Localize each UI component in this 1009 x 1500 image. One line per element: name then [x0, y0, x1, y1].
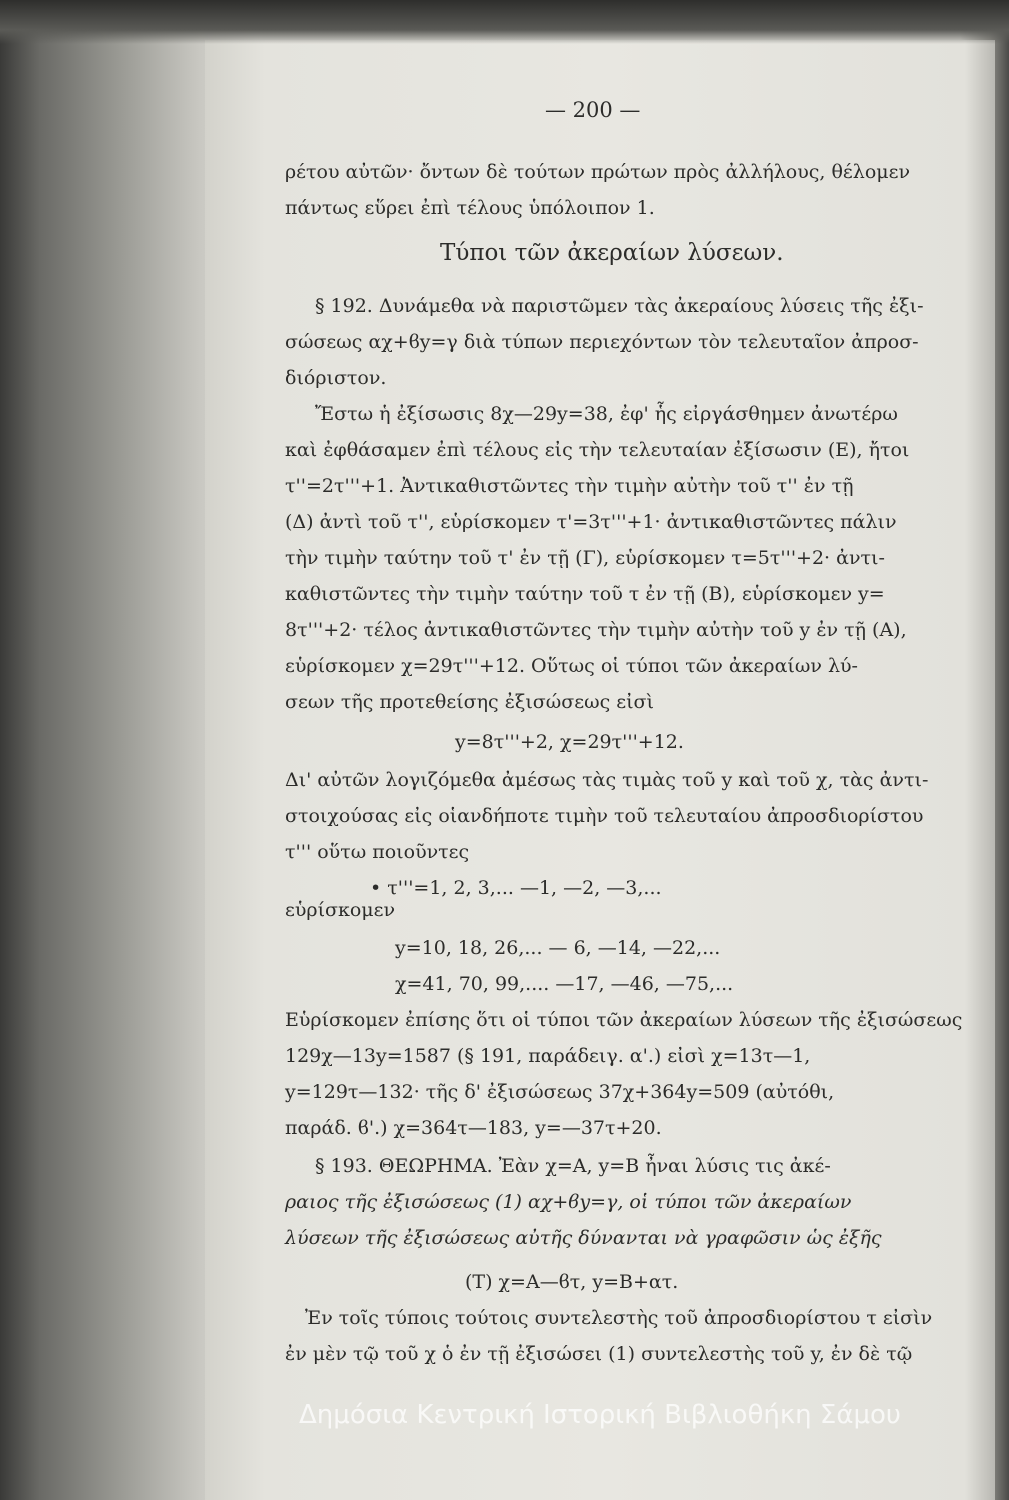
- text-line-16: Δι' αὐτῶν λογιζόμεθα ἀμέσως τὰς τιμὰς τοῦ y καὶ τοῦ χ, τὰς ἀντι-: [285, 769, 929, 791]
- text-line-2: πάντως εὕρει ἐπὶ τέλους ὑπόλοιπον 1.: [285, 197, 655, 219]
- text-line-25: y=129τ—132· τῆς δ' ἐξισώσεως 37χ+364y=509 (αὐτόθι,: [285, 1081, 835, 1103]
- text-line-18: τ''' οὕτω ποιοῦντες: [285, 841, 470, 863]
- text-line-10: τὴν τιμὴν ταύτην τοῦ τ' ἐν τῇ (Γ), εὑρίσκομεν τ=5τ'''+2· ἀντι-: [285, 547, 885, 569]
- formula-general: (Τ) χ=Α—ϐτ, y=Β+ατ.: [465, 1271, 679, 1293]
- text-line-24: 129χ—13y=1587 (§ 191, παράδειγ. α'.) εἰσὶ χ=13τ—1,: [285, 1045, 811, 1067]
- text-line-4: σώσεως αχ+ϐy=γ διὰ τύπων περιεχόντων τὸν τελευταῖον ἀπροσ-: [285, 331, 919, 353]
- text-line-26: παράδ. ϐ'.) χ=364τ—183, y=—37τ+20.: [285, 1117, 662, 1139]
- scan-top-shadow: [0, 0, 1009, 44]
- text-line-5: διόριστον.: [285, 367, 387, 389]
- text-line-1: ρέτου αὐτῶν· ὄντων δὲ τούτων πρώτων πρὸς ἀλλήλους, θέλομεν: [285, 161, 910, 183]
- theorem-line-2: ραιος τῆς ἐξισώσεως (1) αχ+ϐy=γ, οἱ τύποι τῶν ἀκεραίων: [285, 1191, 852, 1213]
- library-watermark: Δημόσια Κεντρική Ιστορική Βιβλιοθήκη Σάμου: [299, 1400, 901, 1430]
- theorem-line-1: § 193. ΘΕΩΡΗΜΑ. Ἐὰν χ=Α, y=Β ἦναι λύσις τις ἀκέ-: [315, 1155, 831, 1177]
- text-line-31: Ἐν τοῖς τύποις τούτοις συντελεστὴς τοῦ ἀπροσδιορίστου τ εἰσὶν: [305, 1307, 933, 1329]
- section-heading: Τύποι τῶν ἀκεραίων λύσεων.: [440, 240, 784, 266]
- text-line-32: ἐν μὲν τῷ τοῦ χ ὁ ἐν τῇ ἐξισώσει (1) συντελεστὴς τοῦ y, ἐν δὲ τῷ: [285, 1343, 913, 1365]
- text-line-14: σεων τῆς προτεθείσης ἐξισώσεως εἰσὶ: [285, 691, 654, 713]
- text-line-17: στοιχούσας εἰς οἱανδήποτε τιμὴν τοῦ τελευταίου ἀπροσδιορίστου: [285, 805, 924, 827]
- page-number: — 200 —: [545, 98, 641, 122]
- theorem-line-3: λύσεων τῆς ἐξισώσεως αὐτῆς δύνανται νὰ γραφῶσιν ὡς ἐξῆς: [285, 1227, 882, 1249]
- text-line-20: εὑρίσκομεν: [285, 899, 396, 921]
- formula-x-values: χ=41, 70, 99,.... —17, —46, —75,...: [395, 973, 734, 995]
- text-line-13: εὑρίσκομεν χ=29τ'''+12. Οὕτως οἱ τύποι τῶν ἀκεραίων λύ-: [285, 655, 858, 677]
- formula-tau-values: • τ'''=1, 2, 3,... —1, —2, —3,...: [370, 877, 662, 899]
- text-line-12: 8τ'''+2· τέλος ἀντικαθιστῶντες τὴν τιμὴν αὐτὴν τοῦ y ἐν τῇ (Α),: [285, 619, 907, 641]
- text-line-8: τ''=2τ'''+1. Ἀντικαθιστῶντες τὴν τιμὴν αὐτὴν τοῦ τ'' ἐν τῇ: [285, 475, 854, 497]
- formula-solution: y=8τ'''+2, χ=29τ'''+12.: [455, 731, 684, 753]
- text-line-11: καθιστῶντες τὴν τιμὴν ταύτην τοῦ τ ἐν τῇ (Β), εὑρίσκομεν y=: [285, 583, 885, 605]
- text-line-9: (Δ) ἀντὶ τοῦ τ'', εὑρίσκομεν τ'=3τ'''+1· ἀντικαθιστῶντες πάλιν: [285, 511, 897, 533]
- text-line-3: § 192. Δυνάμεθα νὰ παριστῶμεν τὰς ἀκεραίους λύσεις τῆς ἐξι-: [315, 295, 924, 317]
- formula-y-values: y=10, 18, 26,... — 6, —14, —22,...: [395, 937, 721, 959]
- text-line-7: καὶ ἐφθάσαμεν ἐπὶ τέλους εἰς τὴν τελευταίαν ἐξίσωσιν (Ε), ἤτοι: [285, 439, 910, 461]
- text-line-23: Εὑρίσκομεν ἐπίσης ὅτι οἱ τύποι τῶν ἀκεραίων λύσεων τῆς ἐξισώσεως: [285, 1009, 963, 1031]
- text-line-6: Ἔστω ἡ ἐξίσωσις 8χ—29y=38, ἐφ' ἧς εἰργάσθημεν ἀνωτέρω: [315, 403, 898, 425]
